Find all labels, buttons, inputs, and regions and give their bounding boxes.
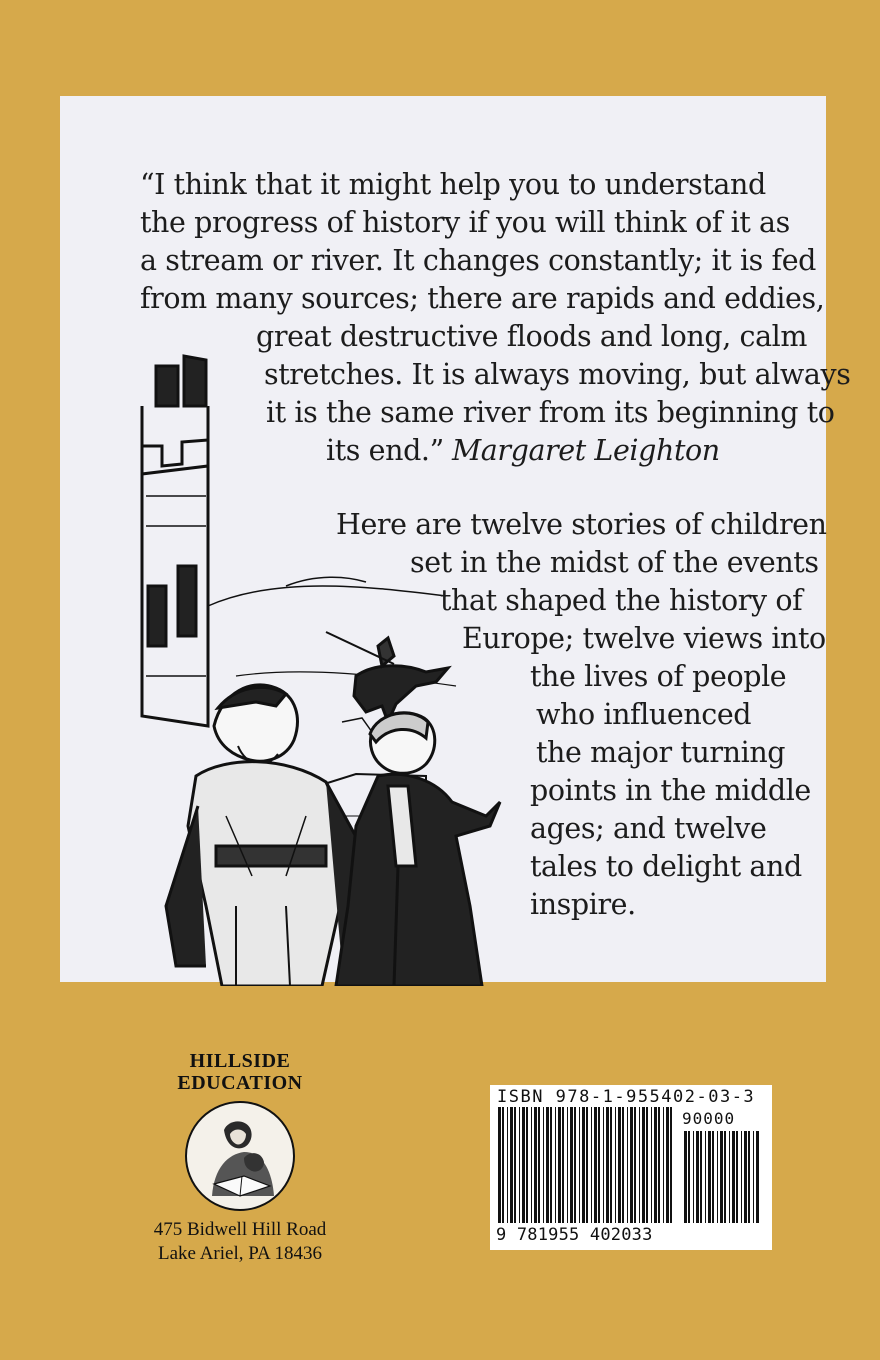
- address-line1: 475 Bidwell Hill Road: [153, 1219, 327, 1240]
- barcode-bar: [756, 1131, 759, 1223]
- barcode-bar: [598, 1107, 600, 1223]
- barcode-bar: [514, 1107, 516, 1223]
- barcode-bar: [708, 1131, 711, 1223]
- barcode-bar: [531, 1107, 532, 1223]
- barcode-bar: [717, 1131, 718, 1223]
- barcode-bar: [618, 1107, 621, 1223]
- barcode-bar: [658, 1107, 660, 1223]
- description-line: Europe; twelve views into: [462, 622, 826, 655]
- barcode-bar: [729, 1131, 730, 1223]
- back-cover-panel: [60, 96, 851, 982]
- barcode-bar: [670, 1107, 672, 1223]
- barcode-bar: [615, 1107, 616, 1223]
- quote-line: its end.”: [326, 434, 444, 467]
- barcode-bar: [663, 1107, 664, 1223]
- barcode-bar: [546, 1107, 549, 1223]
- barcode-bar: [688, 1131, 690, 1223]
- quote-line: stretches. It is always moving, but always: [264, 358, 851, 391]
- barcode-bar: [498, 1107, 501, 1223]
- description-line: set in the midst of the events: [410, 546, 819, 579]
- barcode-bar: [562, 1107, 564, 1223]
- barcode-bar: [574, 1107, 576, 1223]
- barcode-bar: [732, 1131, 735, 1223]
- barcode-bar: [606, 1107, 609, 1223]
- isbn-barcode: [490, 1085, 772, 1250]
- barcode-bar: [753, 1131, 754, 1223]
- description-line: the major turning: [536, 736, 786, 769]
- barcode-bar: [627, 1107, 628, 1223]
- publisher-name-line1: HILLSIDE: [189, 1050, 291, 1072]
- description-line: inspire.: [530, 888, 636, 921]
- barcode-bar: [696, 1131, 699, 1223]
- barcode-bar: [639, 1107, 640, 1223]
- publisher-block: [150, 1050, 330, 1266]
- quote-author: Margaret Leighton: [452, 434, 720, 467]
- barcode-bar: [582, 1107, 585, 1223]
- publisher-name-line2: EDUCATION: [177, 1072, 303, 1094]
- barcode-bar: [603, 1107, 604, 1223]
- description-line: Here are twelve stories of children: [336, 508, 827, 541]
- quote-line: “I think that it might help you to understand: [140, 168, 766, 201]
- price-code: 90000: [682, 1109, 736, 1128]
- barcode-bar: [543, 1107, 544, 1223]
- description-line: points in the middle: [530, 774, 811, 807]
- description-line: ages; and twelve: [530, 812, 767, 845]
- barcode-bar: [586, 1107, 588, 1223]
- barcode-bar: [555, 1107, 556, 1223]
- barcode-bar: [712, 1131, 714, 1223]
- ean-number: 9 781955 402033: [496, 1225, 653, 1245]
- barcode-bar: [507, 1107, 508, 1223]
- barcode-bar: [724, 1131, 726, 1223]
- barcode-bar: [534, 1107, 537, 1223]
- barcode-bar: [651, 1107, 652, 1223]
- barcode-bar: [579, 1107, 580, 1223]
- barcode-bar: [642, 1107, 645, 1223]
- quote-line: the progress of history if you will think of it as: [140, 206, 790, 239]
- barcode-bar: [666, 1107, 669, 1223]
- publisher-logo-icon: [184, 1100, 296, 1212]
- isbn-label: ISBN 978-1-955402-03-3: [497, 1087, 756, 1107]
- quote-line: a stream or river. It changes constantly; it is fed: [140, 244, 816, 277]
- barcode-bar: [741, 1131, 742, 1223]
- barcode-bar: [510, 1107, 513, 1223]
- barcode-bar: [622, 1107, 624, 1223]
- description-line: who influenced: [536, 698, 752, 731]
- barcode-bar: [550, 1107, 552, 1223]
- quote-line: it is the same river from its beginning to: [266, 396, 835, 429]
- barcode-bar: [693, 1131, 694, 1223]
- barcode-bar: [567, 1107, 568, 1223]
- barcode-bar: [519, 1107, 520, 1223]
- barcode-bar: [748, 1131, 750, 1223]
- description-block: [60, 96, 826, 982]
- ean-bars: [498, 1107, 673, 1223]
- barcode-bar: [684, 1131, 687, 1223]
- barcode-bar: [558, 1107, 561, 1223]
- addon-bars: [684, 1131, 764, 1223]
- barcode-bar: [630, 1107, 633, 1223]
- quote-line: great destructive floods and long, calm: [256, 320, 808, 353]
- barcode-bar: [594, 1107, 597, 1223]
- barcode-bar: [570, 1107, 573, 1223]
- barcode-bar: [700, 1131, 702, 1223]
- barcode-bar: [502, 1107, 504, 1223]
- barcode-bar: [654, 1107, 657, 1223]
- barcode-bar: [538, 1107, 540, 1223]
- barcode-bar: [610, 1107, 612, 1223]
- description-line: that shaped the history of: [440, 584, 803, 617]
- barcode-bar: [591, 1107, 592, 1223]
- address-line2: Lake Ariel, PA 18436: [158, 1243, 322, 1264]
- barcode-bar: [522, 1107, 525, 1223]
- barcode-bar: [526, 1107, 528, 1223]
- barcode-bar: [720, 1131, 723, 1223]
- barcode-bar: [736, 1131, 738, 1223]
- quote-line: from many sources; there are rapids and eddies,: [140, 282, 825, 315]
- description-line: the lives of people: [530, 660, 787, 693]
- barcode-bar: [646, 1107, 648, 1223]
- description-line: tales to delight and: [530, 850, 802, 883]
- barcode-bar: [705, 1131, 706, 1223]
- barcode-bar: [634, 1107, 636, 1223]
- barcode-bar: [744, 1131, 747, 1223]
